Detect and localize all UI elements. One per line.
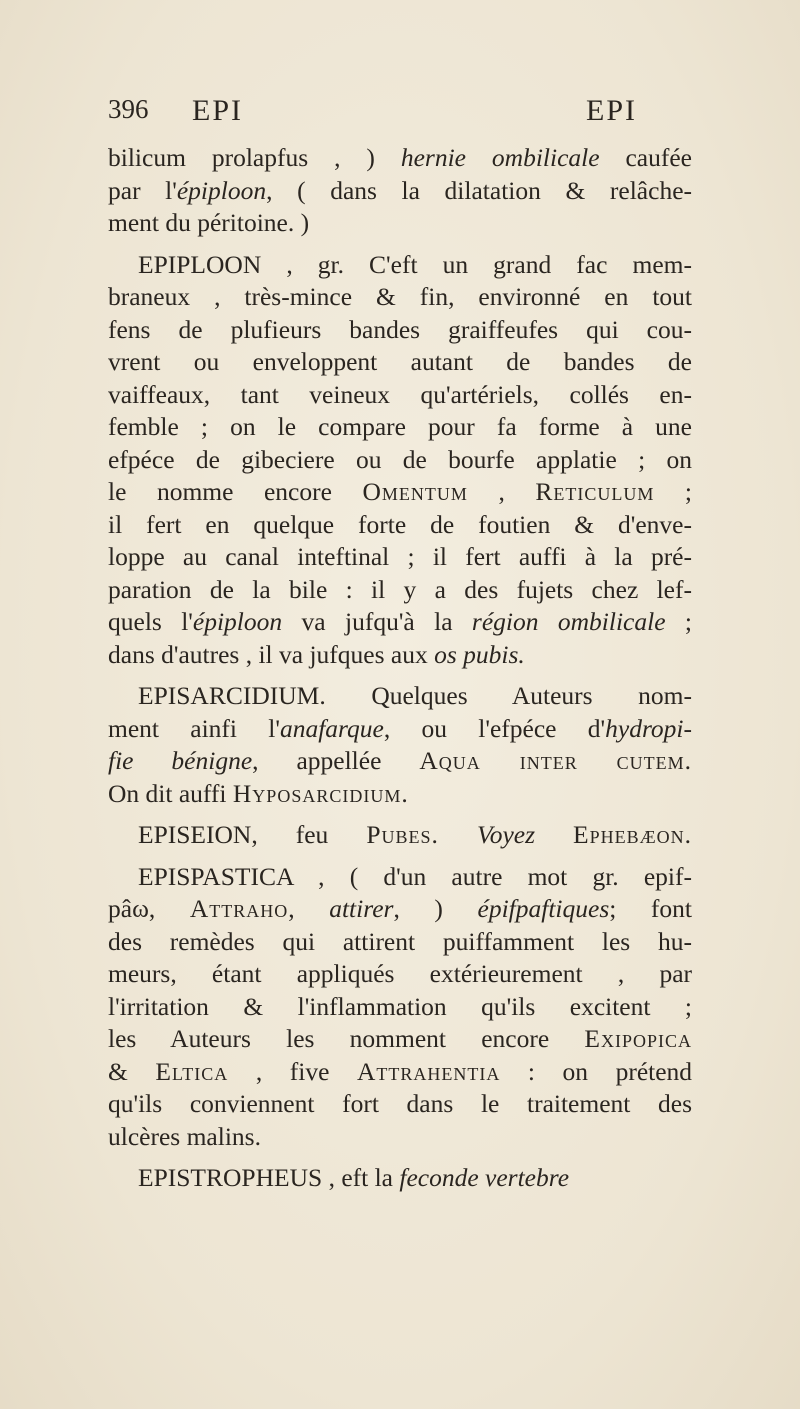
running-head-left: EPI [192,94,243,127]
text-line: vrent ou enveloppent autant de bandes de [108,347,692,376]
entry-headword-line: EPISEION, feu Pubes. Voyez Ephebæon. [138,820,692,849]
page-number: 396 [108,94,149,124]
running-header [108,94,688,134]
text-line: bilicum prolapfus , ) hernie ombilicale caufée [108,143,692,172]
text-line: loppe au canal inteftinal ; il fert auffi à la pré- [108,542,692,571]
text-line: les Auteurs les nomment encore Exipopica [108,1024,693,1053]
text-line: fie bénigne, appellée Aqua inter cutem. [108,746,693,775]
text-line: vaiffeaux, tant veineux qu'artériels, collés en- [108,379,692,409]
entry-episeion [108,819,692,852]
text-line: ment ainfi l'anafarque, ou l'efpéce d'hydropi- [108,713,692,743]
running-head-right: EPI [586,94,637,127]
text-line: efpéce de gibeciere ou de bourfe applatie ; on [108,444,692,474]
entry-headword-line: EPISARCIDIUM. Quelques Auteurs nom- [138,681,692,710]
page-text [108,142,692,1195]
text-line: meurs, étant appliqués extérieurement , par [108,959,692,988]
text-line: dans d'autres , il va jufques aux os pubis. [108,639,525,669]
entry-headword-line: EPIPLOON , gr. C'eft un grand fac mem- [138,249,692,279]
entry-epiploon [108,249,692,672]
text-line: l'irritation & l'inflammation qu'ils excitent ; [108,991,692,1021]
text-line: pâω, Attraho, attirer, ) épifpaftiques; font [108,894,693,923]
text-line: quels l'épiploon va jufqu'à la région ombilicale ; [108,607,693,636]
text-line: & Eltica , five Attrahentia : on prétend [108,1056,693,1086]
text-line: par l'épiploon, ( dans la dilatation & relâche- [108,175,692,205]
text-line: fens de plufieurs bandes graiffeufes qui cou- [108,314,692,344]
text-line: braneux , très-mince & fin, environné en tout [108,282,692,311]
text-line: qu'ils conviennent fort dans le traitement des [108,1089,692,1118]
text-line: il fert en quelque forte de foutien & d'enve- [108,509,692,539]
text-line: ment du péritoine. ) [108,208,310,237]
text-line: le nomme encore Omentum , Reticulum ; [108,477,693,506]
text-line: des remèdes qui attirent puiffamment les hu- [108,926,692,956]
entry-episarcidium [108,680,692,810]
entry-headword-line: EPISTROPHEUS , eft la feconde vertebre [138,1163,570,1192]
text-line: paration de la bile : il y a des fujets chez lef- [108,574,692,604]
text-line: ulcères malins. [108,1121,261,1151]
entry-epistropheus [108,1162,692,1195]
text-line: femble ; on le compare pour fa forme à une [108,412,692,441]
entry-headword-line: EPISPASTICA , ( d'un autre mot gr. epif- [138,861,692,891]
text-line: On dit auffi Hyposarcidium. [108,778,409,808]
entry-epispastica [108,861,692,1154]
